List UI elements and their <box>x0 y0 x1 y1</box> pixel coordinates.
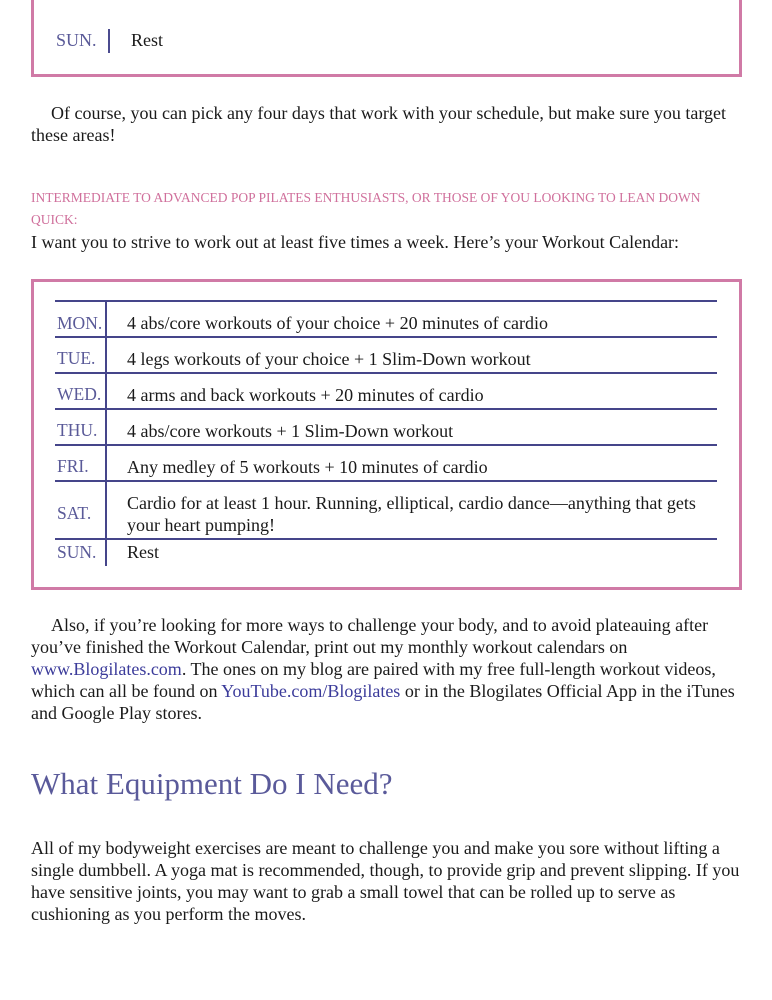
paragraph: I want you to strive to work out at least five times a week. Here’s your Workout Calendar: <box>31 232 680 252</box>
column-divider <box>108 29 110 53</box>
column-divider <box>105 302 107 336</box>
paragraph-text: . The ones on my blog are paired with my free full-length workout videos, which can all be found on <box>31 659 716 701</box>
youtube-link[interactable]: YouTube.com/Blogilates <box>221 681 401 701</box>
calendar-row <box>55 480 717 538</box>
calendar-row <box>55 336 717 372</box>
day-label: TUE. <box>57 348 96 368</box>
row-divider <box>55 336 717 338</box>
column-divider <box>105 338 107 372</box>
row-divider <box>55 300 717 302</box>
day-label: SAT. <box>57 503 92 523</box>
calendar-row <box>55 444 717 480</box>
blogilates-link[interactable]: www.Blogilates.com <box>31 659 182 679</box>
column-divider <box>105 410 107 444</box>
row-divider <box>55 538 717 540</box>
day-label: FRI. <box>57 456 89 476</box>
day-label: THU. <box>57 420 98 440</box>
paragraph-text: or in the Blogilates Official App in the iTunes and Google Play stores. <box>31 681 735 723</box>
row-divider <box>55 408 717 410</box>
row-divider <box>55 480 717 482</box>
column-divider <box>105 374 107 408</box>
column-divider <box>105 446 107 480</box>
calendar-row <box>55 300 717 336</box>
row-divider <box>55 372 717 374</box>
calendar-row <box>55 538 717 568</box>
paragraph <box>31 614 743 724</box>
day-label: MON. <box>57 313 103 333</box>
calendar-row <box>55 408 717 444</box>
day-activity: Rest <box>127 542 160 562</box>
day-label: WED. <box>57 384 102 404</box>
calendar-row <box>55 372 717 408</box>
day-activity: Any medley of 5 workouts + 10 minutes of cardio <box>127 457 488 477</box>
day-activity: 4 arms and back workouts + 20 minutes of cardio <box>127 385 484 405</box>
day-label: SUN. <box>57 542 97 562</box>
day-activity: 4 abs/core workouts + 1 Slim-Down workout <box>127 421 454 441</box>
day-activity: Rest <box>131 30 164 50</box>
day-label: SUN. <box>56 30 97 50</box>
day-activity: 4 abs/core workouts of your choice + 20 minutes of cardio <box>127 313 549 333</box>
section-subheading: INTERMEDIATE TO ADVANCED POP PILATES ENTHUSIASTS, OR THOSE OF YOU LOOKING TO LEAN DOWN QUICK: <box>31 190 701 227</box>
paragraph: Of course, you can pick any four days that work with your schedule, but make sure you target these areas! <box>31 103 726 145</box>
column-divider <box>105 482 107 538</box>
paragraph-text: Also, if you’re looking for more ways to challenge your body, and to avoid plateauing after you’ve finished the Workout Calendar, print out my monthly workout calendars on <box>31 615 709 657</box>
day-activity: 4 legs workouts of your choice + 1 Slim-Down workout <box>127 349 531 369</box>
column-divider <box>105 540 107 566</box>
day-activity: Cardio for at least 1 hour. Running, elliptical, cardio dance—anything that gets your heart pumping! <box>127 493 696 535</box>
paragraph: All of my bodyweight exercises are meant to challenge you and make you sore without lifting a single dumbbell. A yoga mat is recommended, though, to provide grip and prevent slipping. If you have sensitive joints, you may want to grab a small towel that can be rolled up to serve as cushioning as you perform the moves. <box>31 838 740 924</box>
row-divider <box>55 444 717 446</box>
section-heading: What Equipment Do I Need? <box>31 766 393 801</box>
